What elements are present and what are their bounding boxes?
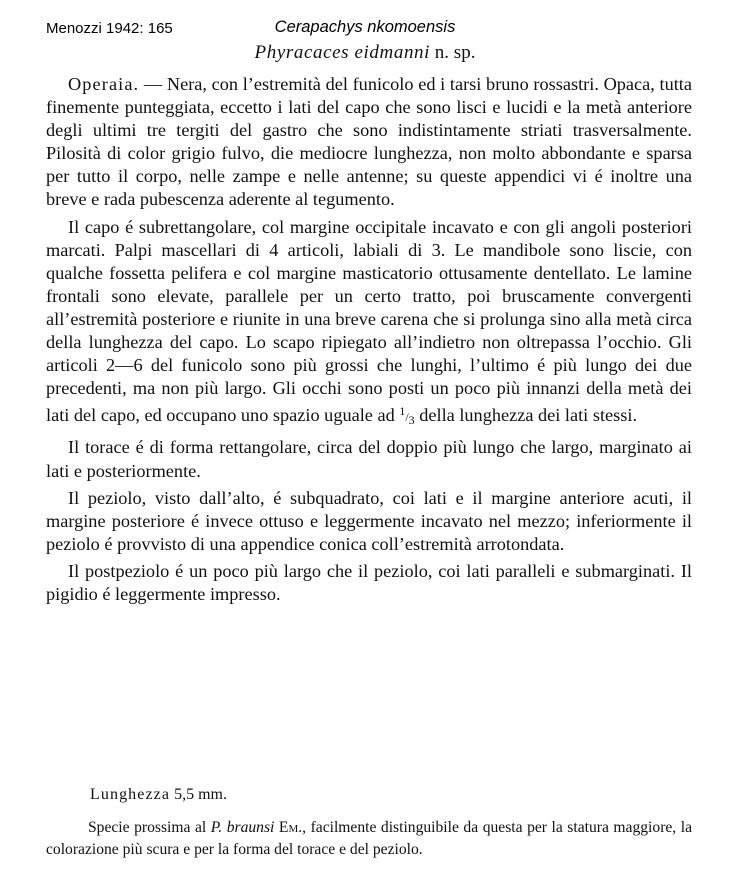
original-species-name: Phyracaces eidmanni <box>254 42 431 63</box>
fraction: 1/3 <box>399 404 415 428</box>
paragraph-text: Il capo é subrettangolare, col margine occipitale incavato e con gli angoli posteriori marcati. Palpi mascellari di 4 articoli, labiali di 3. Le mandibole sono liscie, con qualche fossetta pelifera e col margine masticatorio ottusamente dentellato. Le lamine frontali sono elevate, parallele per un certo tratto, poi bruscamente convergenti all’estremità posteriore e riunite in una breve carena che si prolunga sino alla metà circa della lunghezza del capo. Lo scapo ripiegato all’indietro non oltrepassa l’occhio. Gli articoli 2—6 del funicolo sono più grossi che lunghi, l’ultimo é più lungo dei due precedenti, ma non più largo. Gli occhi sono posti un poco più innanzi della metà dei lati del capo, ed occupano uno spazio uguale ad <box>46 216 692 426</box>
note-species: P. braunsi <box>210 819 275 836</box>
fraction-denominator: 3 <box>408 413 415 428</box>
note-author: Em. <box>278 819 303 836</box>
citation: Menozzi 1942: 165 <box>46 20 173 37</box>
length-label: Lunghezza <box>90 786 171 803</box>
paragraph-thorax: Il torace é di forma rettangolare, circa del doppio più lungo che largo, marginato ai lati e posteriormente. <box>46 437 692 481</box>
paragraph-text-tail: della lunghezza dei lati stessi. <box>414 405 638 426</box>
body-length <box>90 786 227 804</box>
current-species-name: Cerapachys nkomoensis <box>274 18 456 36</box>
note-text-before: Specie prossima al <box>88 819 211 836</box>
comparison-note <box>46 817 692 861</box>
note-text-after: , facilmente distinguibile da questa per la statura maggiore, la colorazione più scura e per la forma del torace e del peziolo. <box>46 819 692 858</box>
fraction-numerator: 1 <box>399 404 406 419</box>
original-species-heading <box>0 42 730 64</box>
caste-label: Operaia. <box>68 74 140 94</box>
length-value: 5,5 mm. <box>174 786 227 803</box>
note-paragraph <box>46 817 692 861</box>
original-species-status: n. sp. <box>434 42 476 63</box>
paragraph-head <box>46 216 692 433</box>
paragraph-postpetiole: Il postpeziolo é un poco più largo che il peziolo, coi lati paralleli e submarginati. Il pigidio é leggermente impresso. <box>46 560 692 604</box>
paragraph-coloration <box>46 73 692 212</box>
description-body <box>46 73 692 610</box>
paragraph-petiole: Il peziolo, visto dall’alto, é subquadrato, coi lati e il margine anteriore acuti, il margine posteriore é invece ottuso e leggermente incavato nel mezzo; inferiormente il peziolo é provvisto di una appendice conica coll’estremità arrotondata. <box>46 487 692 554</box>
paragraph-text: — Nera, con l’estremità del funicolo ed i tarsi bruno rossastri. Opaca, tutta finemente punteggiata, eccetto i lati del capo che sono lisci e lucidi e la metà anteriore degli ultimi tre tergiti del gastro che sono indistintamente striati trasversalmente. Pilosità di color grigio fulvo, die mediocre lunghezza, non molto abbondante e sparsa per tutto il corpo, nelle zampe e nelle antenne; su queste appendici vi é inoltre una breve e rada pubescenza aderente al tegumento. <box>46 74 692 210</box>
